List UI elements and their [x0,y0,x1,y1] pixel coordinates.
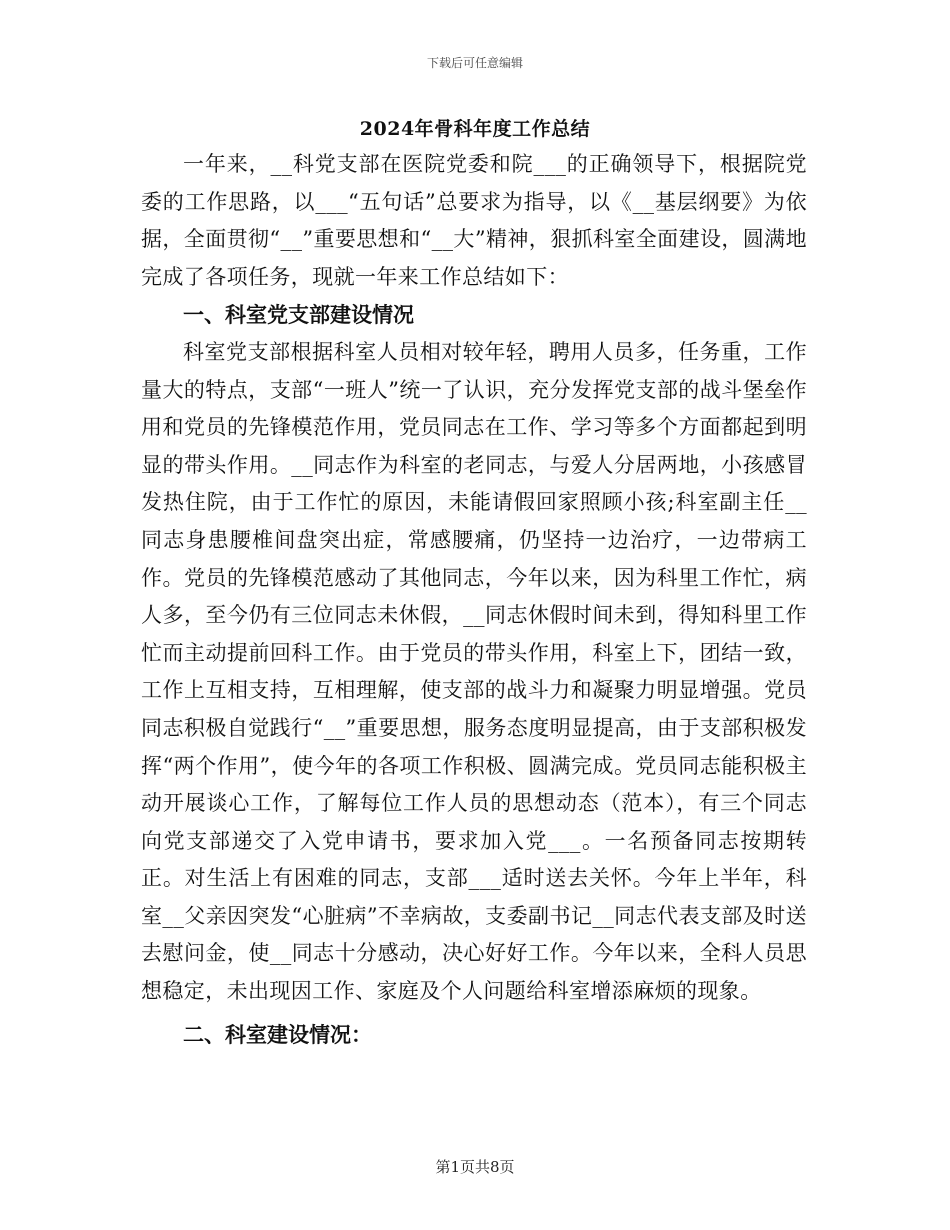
document-body [141,146,807,1053]
document-title: 2024年骨科年度工作总结 [359,118,591,140]
intro-paragraph: 一年来，__科党支部在医院党委和院___的正确领导下，根据院党委的工作思路，以___“五句话”总要求为指导，以《__基层纲要》为依据，全面贯彻“__”重要思想和“__大”精神，狠抓科室全面建设，圆满地完成了各项任务，现就一年来工作总结如下： [141,152,807,289]
page-number: 第1页共8页 [435,1158,515,1176]
section-1-paragraph: 科室党支部根据科室人员相对较年轻，聘用人员多，任务重，工作量大的特点，支部“一班人”统一了认识，充分发挥党支部的战斗堡垒作用和党员的先锋模范作用，党员同志在工作、学习等多个方面都起到明显的带头作用。__同志作为科室的老同志，与爱人分居两地，小孩感冒发热住院，由于工作忙的原因，未能请假回家照顾小孩;科室副主任__同志身患腰椎间盘突出症，常感腰痛，仍坚持一边治疗，一边带病工作。党员的先锋模范感动了其他同志，今年以来，因为科里工作忙，病人多，至今仍有三位同志未休假，__同志休假时间未到，得知科里工作忙而主动提前回科工作。由于党员的带头作用，科室上下，团结一致，工作上互相支持，互相理解，使支部的战斗力和凝聚力明显增强。党员同志积极自觉践行“__”重要思想，服务态度明显提高，由于支部积极发挥“两个作用”，使今年的各项工作积极、圆满完成。党员同志能积极主动开展谈心工作，了解每位工作人员的思想动态（范本），有三个同志向党支部递交了入党申请书，要求加入党___。一名预备同志按期转正。对生活上有困难的同志，支部___适时送去关怀。今年上半年，科室__父亲因突发“心脏病”不幸病故，支委副书记__同志代表支部及时送去慰问金，使__同志十分感动，决心好好工作。今年以来，全科人员思想稳定，未出现因工作、家庭及个人问题给科室增添麻烦的现象。 [141,339,807,1004]
section-1-heading: 一、科室党支部建设情况 [183,302,414,328]
page-header-note: 下载后可任意编辑 [426,56,523,70]
section-2-heading: 二、科室建设情况： [183,1021,372,1047]
